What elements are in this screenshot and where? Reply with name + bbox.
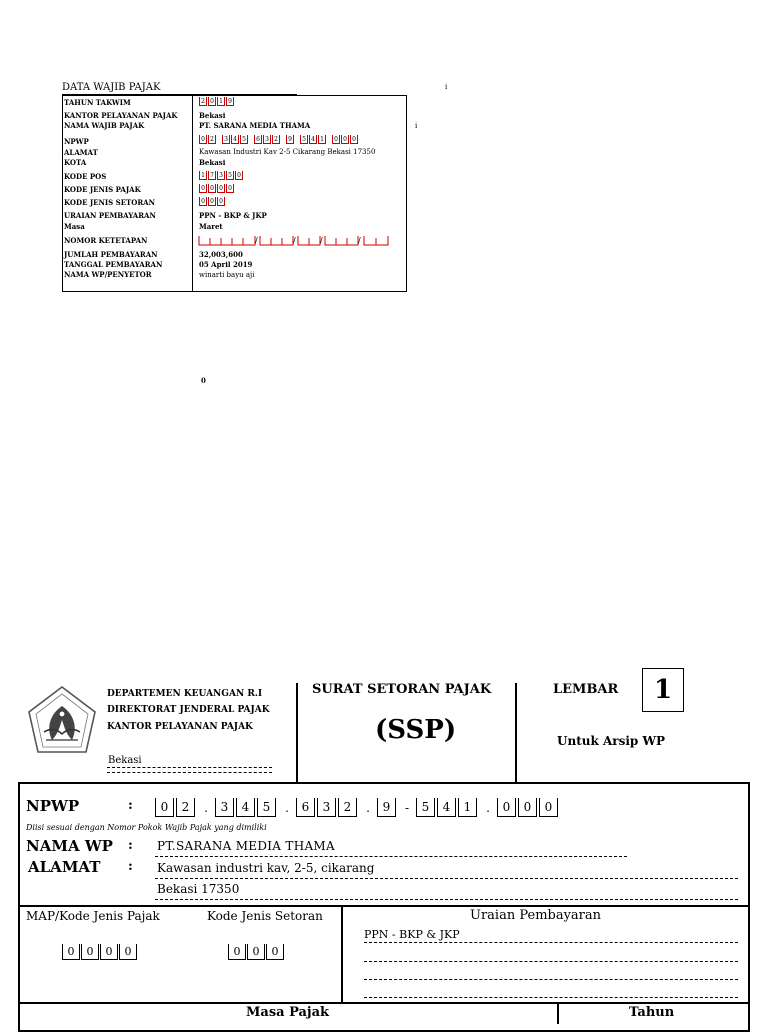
uraian-value: PPN - BKP & JKP — [364, 928, 460, 941]
npwp-boxes-small — [199, 135, 359, 144]
digit-box: 0 — [199, 184, 207, 193]
digit-box: 4 — [309, 135, 317, 144]
npwp-digit: 5 — [257, 798, 276, 817]
digit-box: 0 — [199, 135, 207, 144]
digit-box: 0 — [217, 184, 225, 193]
npwp-digit: 2 — [338, 798, 357, 817]
value-uraian: PPN - BKP & JKP — [199, 211, 267, 220]
map-digit: 0 — [81, 944, 99, 960]
npwp-digit: 0 — [497, 798, 516, 817]
value-jumlah-pembayaran: 32,003,600 — [199, 250, 243, 259]
digit-box: 1 — [318, 135, 326, 144]
npwp-digit: 3 — [215, 798, 234, 817]
npwp-digit: 5 — [416, 798, 435, 817]
col-map-header: MAP/Kode Jenis Pajak — [26, 909, 160, 923]
setoran-digit: 0 — [228, 944, 246, 960]
label-masa: Masa — [64, 222, 85, 231]
data-wajib-pajak-title: DATA WAJIB PAJAK — [62, 82, 161, 93]
digit-box: 2 — [199, 97, 207, 106]
npwp-digit: 0 — [518, 798, 537, 817]
label-nomor-ketetapan: NOMOR KETETAPAN — [64, 236, 148, 245]
col-uraian-header: Uraian Pembayaran — [470, 908, 602, 923]
digit-box: 5 — [300, 135, 308, 144]
form-body-border — [18, 782, 750, 1032]
npwp-note: Diisi sesuai dengan Nomor Pokok Wajib Pajak yang dimiliki — [26, 823, 267, 832]
npwp-separator: . — [204, 801, 208, 815]
lembar-label: LEMBAR — [553, 682, 619, 697]
form-title-abbr: (SSP) — [375, 715, 457, 745]
digit-box: 4 — [231, 135, 239, 144]
map-digit: 0 — [100, 944, 118, 960]
npwp-separator: . — [366, 801, 370, 815]
uraian-rule-4 — [364, 997, 738, 998]
label-kpp: KANTOR PELAYANAN PAJAK — [64, 111, 178, 120]
mark-zero: 0 — [201, 376, 206, 385]
alamat-line-1-rule — [155, 878, 738, 879]
map-digit: 0 — [62, 944, 80, 960]
dept-line-2: DIREKTORAT JENDERAL PAJAK — [107, 705, 270, 715]
digit-box: 1 — [217, 97, 225, 106]
kode-pos-boxes — [199, 171, 244, 180]
nama-wp-value: PT.SARANA MEDIA THAMA — [157, 839, 335, 853]
npwp-digit: 0 — [539, 798, 558, 817]
digit-box: 0 — [208, 197, 216, 206]
digit-box: 5 — [240, 135, 248, 144]
npwp-separator: . — [285, 801, 289, 815]
mark-i-right: i — [415, 122, 418, 130]
header-divider-1 — [296, 683, 298, 783]
npwp-colon: : — [128, 798, 133, 813]
alamat-line-2: Bekasi 17350 — [157, 882, 240, 896]
map-code-cells — [62, 944, 138, 960]
npwp-digit: 9 — [377, 798, 396, 817]
label-kode-pos: KODE POS — [64, 172, 107, 181]
digit-box: 5 — [226, 171, 234, 180]
npwp-digit: 1 — [458, 798, 477, 817]
alamat-line-1: Kawasan industri kav, 2-5, cikarang — [157, 861, 375, 875]
form-title: SURAT SETORAN PAJAK — [312, 682, 492, 697]
digit-box: 7 — [208, 171, 216, 180]
nomor-ketetapan-boxes — [198, 233, 393, 247]
dept-line-3: KANTOR PELAYANAN PAJAK — [107, 722, 253, 732]
svg-text:/: / — [255, 236, 258, 245]
npwp-separator: . — [486, 801, 490, 815]
digit-box: 0 — [350, 135, 358, 144]
value-nama-wp: PT. SARANA MEDIA THAMA — [199, 121, 311, 130]
label-alamat: ALAMAT — [64, 148, 98, 157]
value-nama-penyetor: winarti bayu aji — [199, 271, 255, 279]
lembar-desc: Untuk Arsip WP — [557, 734, 665, 748]
digit-box: 0 — [235, 171, 243, 180]
npwp-separator: - — [404, 801, 410, 815]
npwp-digit: 4 — [236, 798, 255, 817]
setoran-code-cells — [228, 944, 285, 960]
label-nama-penyetor: NAMA WP/PENYETOR — [64, 270, 152, 279]
npwp-digit: 4 — [437, 798, 456, 817]
label-jumlah-pembayaran: JUMLAH PEMBAYARAN — [64, 250, 158, 259]
tahun-header: Tahun — [629, 1005, 675, 1020]
digit-box: 0 — [217, 197, 225, 206]
npwp-digit: 3 — [317, 798, 336, 817]
digit-box: 2 — [208, 135, 216, 144]
npwp-cells — [155, 798, 560, 817]
svg-text:/: / — [320, 236, 323, 245]
digit-box: 0 — [208, 184, 216, 193]
label-npwp: NPWP — [64, 137, 89, 146]
alamat-colon: : — [128, 859, 133, 874]
label-uraian-pembayaran: URAIAN PEMBAYARAN — [64, 211, 156, 220]
col-setoran-header: Kode Jenis Setoran — [207, 909, 323, 923]
value-alamat: Kawasan Industri Kav 2-5 Cikarang Bekasi 17350 — [199, 148, 376, 156]
map-digit: 0 — [119, 944, 137, 960]
uraian-rule-2 — [364, 961, 738, 962]
masa-pajak-header: Masa Pajak — [246, 1005, 330, 1020]
digit-box: 0 — [208, 97, 216, 106]
kode-jenis-setoran-boxes — [199, 197, 226, 206]
digit-box: 0 — [341, 135, 349, 144]
alamat-label: ALAMAT — [28, 858, 101, 876]
kpp-line — [107, 767, 272, 768]
kpp-line-2 — [107, 772, 272, 773]
digit-box: 9 — [286, 135, 294, 144]
data-box-divider — [192, 95, 193, 292]
value-tanggal-pembayaran: 05 April 2019 — [199, 260, 253, 269]
label-tanggal-pembayaran: TANGGAL PEMBAYARAN — [64, 260, 163, 269]
nama-wp-line — [155, 856, 627, 857]
svg-text:/: / — [293, 236, 296, 245]
npwp-digit: 0 — [155, 798, 174, 817]
svg-text:/: / — [358, 236, 361, 245]
value-kpp: Bekasi — [199, 111, 226, 120]
kpp-value: Bekasi — [108, 755, 142, 766]
table-top-border — [18, 905, 750, 907]
digit-box: 0 — [332, 135, 340, 144]
label-kota: KOTA — [64, 158, 87, 167]
header-divider-2 — [515, 683, 517, 783]
setoran-digit: 0 — [247, 944, 265, 960]
uraian-rule-1 — [364, 942, 738, 943]
digit-box: 3 — [217, 171, 225, 180]
footer-top-border — [18, 1002, 750, 1004]
npwp-label: NPWP — [26, 797, 80, 815]
digit-box: 6 — [254, 135, 262, 144]
value-masa: Maret — [199, 222, 223, 231]
footer-divider — [557, 1002, 559, 1024]
value-kota: Bekasi — [199, 158, 226, 167]
dept-line-1: DEPARTEMEN KEUANGAN R.I — [107, 689, 263, 699]
npwp-digit: 2 — [176, 798, 195, 817]
setoran-digit: 0 — [266, 944, 284, 960]
nama-wp-label: NAMA WP — [26, 837, 113, 855]
kode-jenis-pajak-boxes — [199, 184, 235, 193]
tahun-takwim-boxes — [199, 97, 235, 106]
mark-i: i — [445, 83, 448, 91]
digit-box: 9 — [226, 97, 234, 106]
uraian-rule-3 — [364, 979, 738, 980]
digit-box: 1 — [199, 171, 207, 180]
label-kode-jenis-pajak: KODE JENIS PAJAK — [64, 185, 141, 194]
nama-wp-colon: : — [128, 838, 133, 853]
lembar-number: 1 — [642, 668, 684, 712]
table-col-divider — [341, 905, 343, 1003]
garuda-emblem-icon — [26, 684, 98, 756]
label-kode-jenis-setoran: KODE JENIS SETORAN — [64, 198, 155, 207]
digit-box: 0 — [226, 184, 234, 193]
label-nama-wp: NAMA WAJIB PAJAK — [64, 121, 145, 130]
digit-box: 0 — [199, 197, 207, 206]
digit-box: 3 — [263, 135, 271, 144]
digit-box: 3 — [222, 135, 230, 144]
npwp-digit: 6 — [296, 798, 315, 817]
digit-box: 2 — [272, 135, 280, 144]
label-tahun-takwim: TAHUN TAKWIM — [64, 98, 131, 107]
alamat-line-2-rule — [155, 899, 738, 900]
